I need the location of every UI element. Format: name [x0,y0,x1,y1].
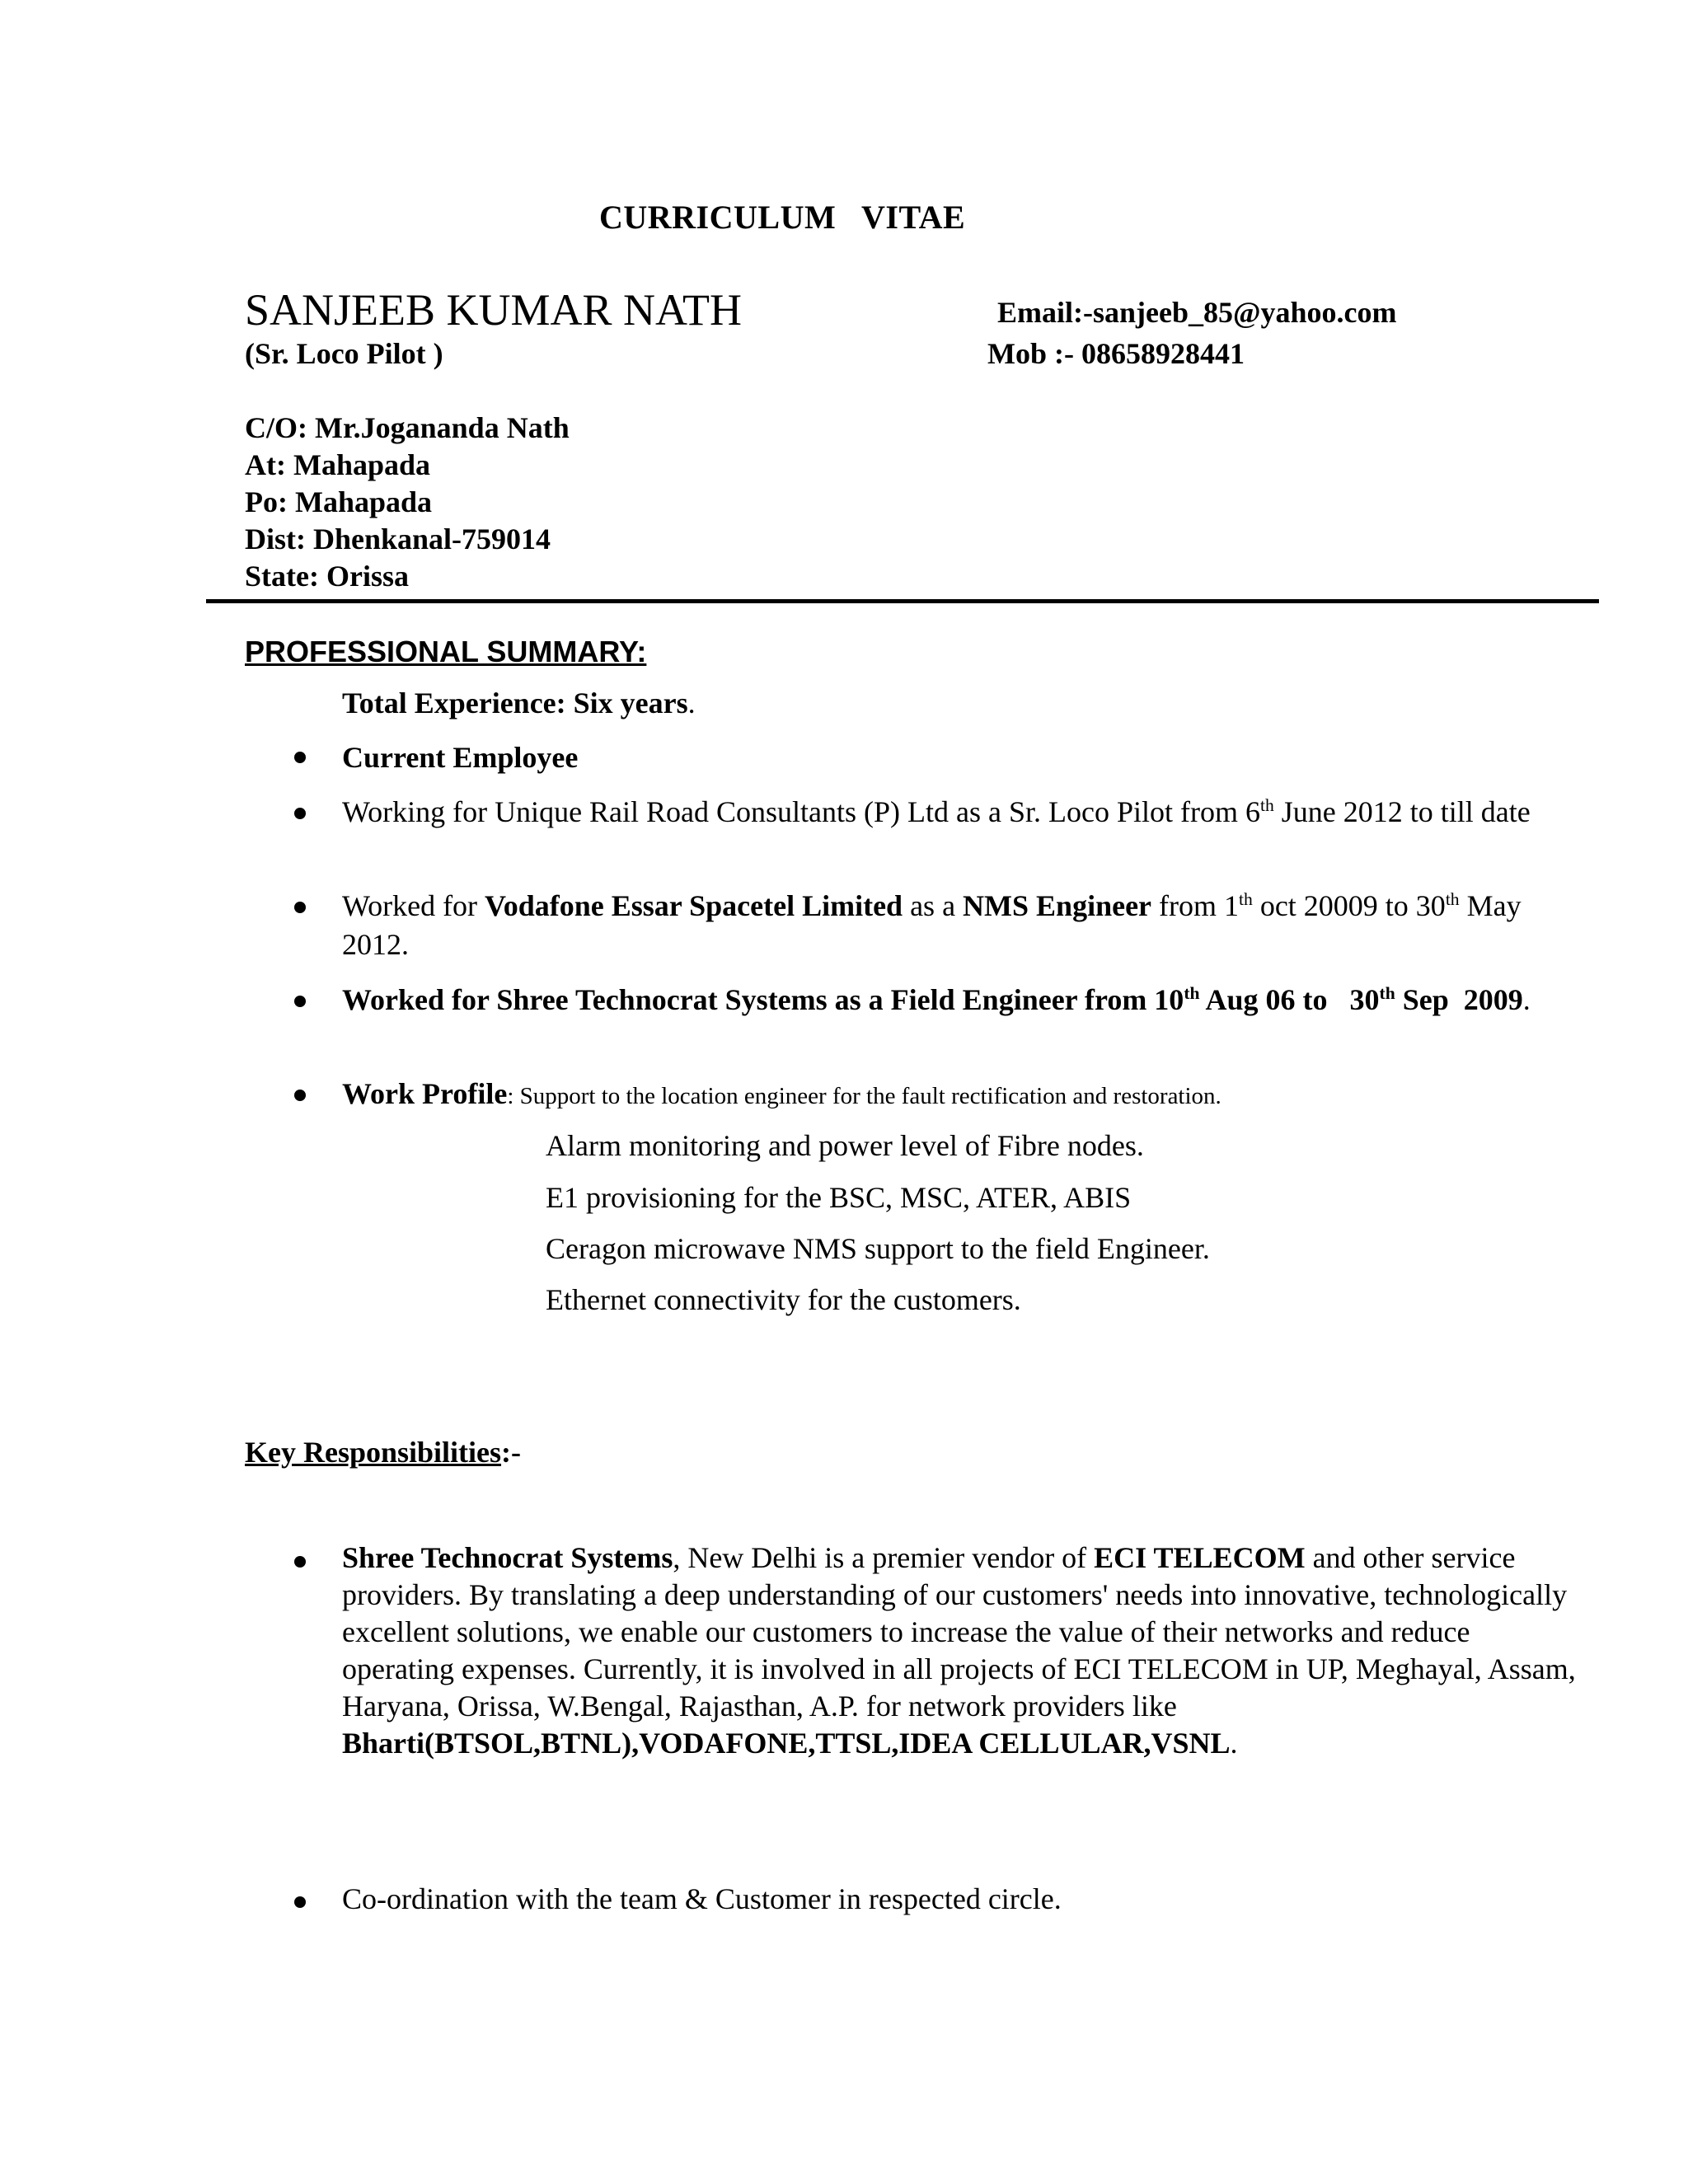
responsibility-item-company [342,1540,1578,1762]
job1-text-b: June 2012 to till date [1273,795,1531,828]
job1-sup: th [1260,795,1274,815]
address-dist: Dist: Dhenkanal-759014 [245,523,551,555]
job3-end: . [1522,983,1531,1016]
resp-text-b: and other service providers. By translating a deep understanding of our customers' needs into innovative, technologically excellent solutions, we enable our customers to increase the value of their networks and reduce operating expenses. Currently, it is involved in all projects of ECI TELECOM in UP, Meghayal, Assam, Haryana, Orissa, W.Bengal, Rajasthan, A.P. for network providers like [342,1541,1576,1722]
work-profile-item: Ethernet connectivity for the customers. [546,1283,1021,1316]
header-divider [206,599,1599,603]
job2-text-e: May 2012. [342,889,1522,961]
resp-text-a: , New Delhi is a premier vendor of [673,1541,1095,1574]
job3-text-b: Aug 06 to 30 [1199,983,1380,1016]
work-profile-item: Ceragon microwave NMS support to the field Engineer. [546,1232,1210,1265]
candidate-designation: (Sr. Loco Pilot ) [245,337,443,370]
address-care-of: C/O: Mr.Jogananda Nath [245,411,570,444]
responsibility-item-coordination: Co-ordination with the team & Customer in respected circle. [342,1882,1062,1915]
email-address: Email:-sanjeeb_85@yahoo.com [997,296,1397,329]
work-profile [342,1075,1221,1116]
job-unique-rail-road [342,793,1570,832]
job2-company: Vodafone Essar Spacetel Limited [485,889,903,922]
current-employee-label: Current Employee [342,741,579,774]
job2-text-a: Worked for [342,889,485,922]
job3-sup1: th [1184,983,1200,1003]
bullet [294,1556,306,1568]
key-responsibilities-title: Key Responsibilities [245,1436,502,1469]
job3-text-a: Worked for Shree Technocrat Systems as a Field Engineer from 10 [342,983,1184,1016]
job1-text-a: Working for Unique Rail Road Consultants (P) Ltd as a Sr. Loco Pilot from 6 [342,795,1260,828]
job3-sup2: th [1379,983,1395,1003]
work-profile-item: Alarm monitoring and power level of Fibre nodes. [546,1129,1144,1162]
professional-summary-heading: PROFESSIONAL SUMMARY: [245,635,647,668]
job2-text-b: as a [903,889,964,922]
bullet [294,808,306,819]
total-experience [342,684,696,723]
address-state: State: Orissa [245,560,409,593]
bullet [294,1896,306,1908]
address-po: Po: Mahapada [245,485,433,518]
work-profile-label: Work Profile [342,1077,508,1110]
key-responsibilities-suffix: :- [501,1436,522,1469]
job2-text-d: oct 20009 to 30 [1252,889,1446,922]
resp-company: Shree Technocrat Systems [342,1541,673,1574]
document-title: CURRICULUM VITAE [599,199,966,236]
total-experience-text: Total Experience: Six years [342,687,688,719]
bullet [294,902,306,913]
job-shree-technocrat [342,981,1554,1019]
job3-text-c: Sep 2009 [1395,983,1523,1016]
job-vodafone [342,887,1570,964]
candidate-name: SANJEEB KUMAR NATH [245,285,743,335]
job2-sup1: th [1239,889,1253,909]
resp-providers: Bharti(BTSOL,BTNL),VODAFONE,TTSL,IDEA CELLULAR,VSNL [342,1727,1231,1760]
key-responsibilities-heading [245,1435,521,1469]
job2-text-c: from 1 [1151,889,1240,922]
job2-sup2: th [1445,889,1460,909]
address-at: At: Mahapada [245,448,431,481]
bullet [294,752,306,763]
work-profile-text: : Support to the location engineer for the fault rectification and restoration. [507,1083,1221,1109]
bullet [294,996,306,1007]
resp-end: . [1230,1727,1238,1760]
mobile-number: Mob :- 08658928441 [987,337,1245,370]
job2-role: NMS Engineer [963,889,1152,922]
bullet [294,1090,306,1101]
total-experience-end: . [687,687,696,719]
work-profile-item: E1 provisioning for the BSC, MSC, ATER, ABIS [546,1181,1132,1214]
resp-vendor: ECI TELECOM [1094,1541,1306,1574]
